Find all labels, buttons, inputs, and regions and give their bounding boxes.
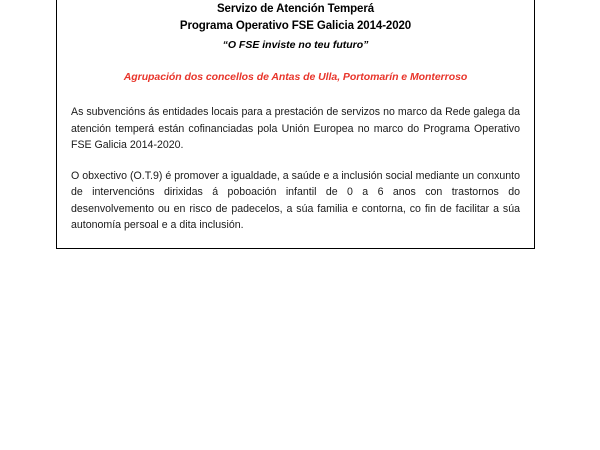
notice-heading-line-1: Servizo de Atención Temperá xyxy=(216,3,375,15)
notice-heading-line-2: Programa Operativo FSE Galicia 2014-2020 xyxy=(179,20,412,32)
notice-organization: Agrupación dos concellos de Antas de Ulla, Portomarín e Monterroso xyxy=(123,71,468,83)
notice-box xyxy=(56,0,535,249)
notice-paragraph-2: O obxectivo (O.T.9) é promover a igualdade, a saúde e a inclusión social mediante un conxunto de intervencións dirixidas á poboación infantil de 0 a 6 anos con trastornos do desenvolvemento ou en risco de padecelos, a súa familia e contorna, co fin de facilitar a súa autonomía persoal e a dita inclusión. xyxy=(71,169,520,231)
notice-slogan: “O FSE inviste no teu futuro” xyxy=(222,39,369,51)
notice-paragraph-1: As subvencións ás entidades locais para a prestación de servizos no marco da Rede galega da atención temperá están cofinanciadas pola Unión Europea no marco do Programa Operativo FSE Galicia 2014-2020. xyxy=(71,106,520,151)
